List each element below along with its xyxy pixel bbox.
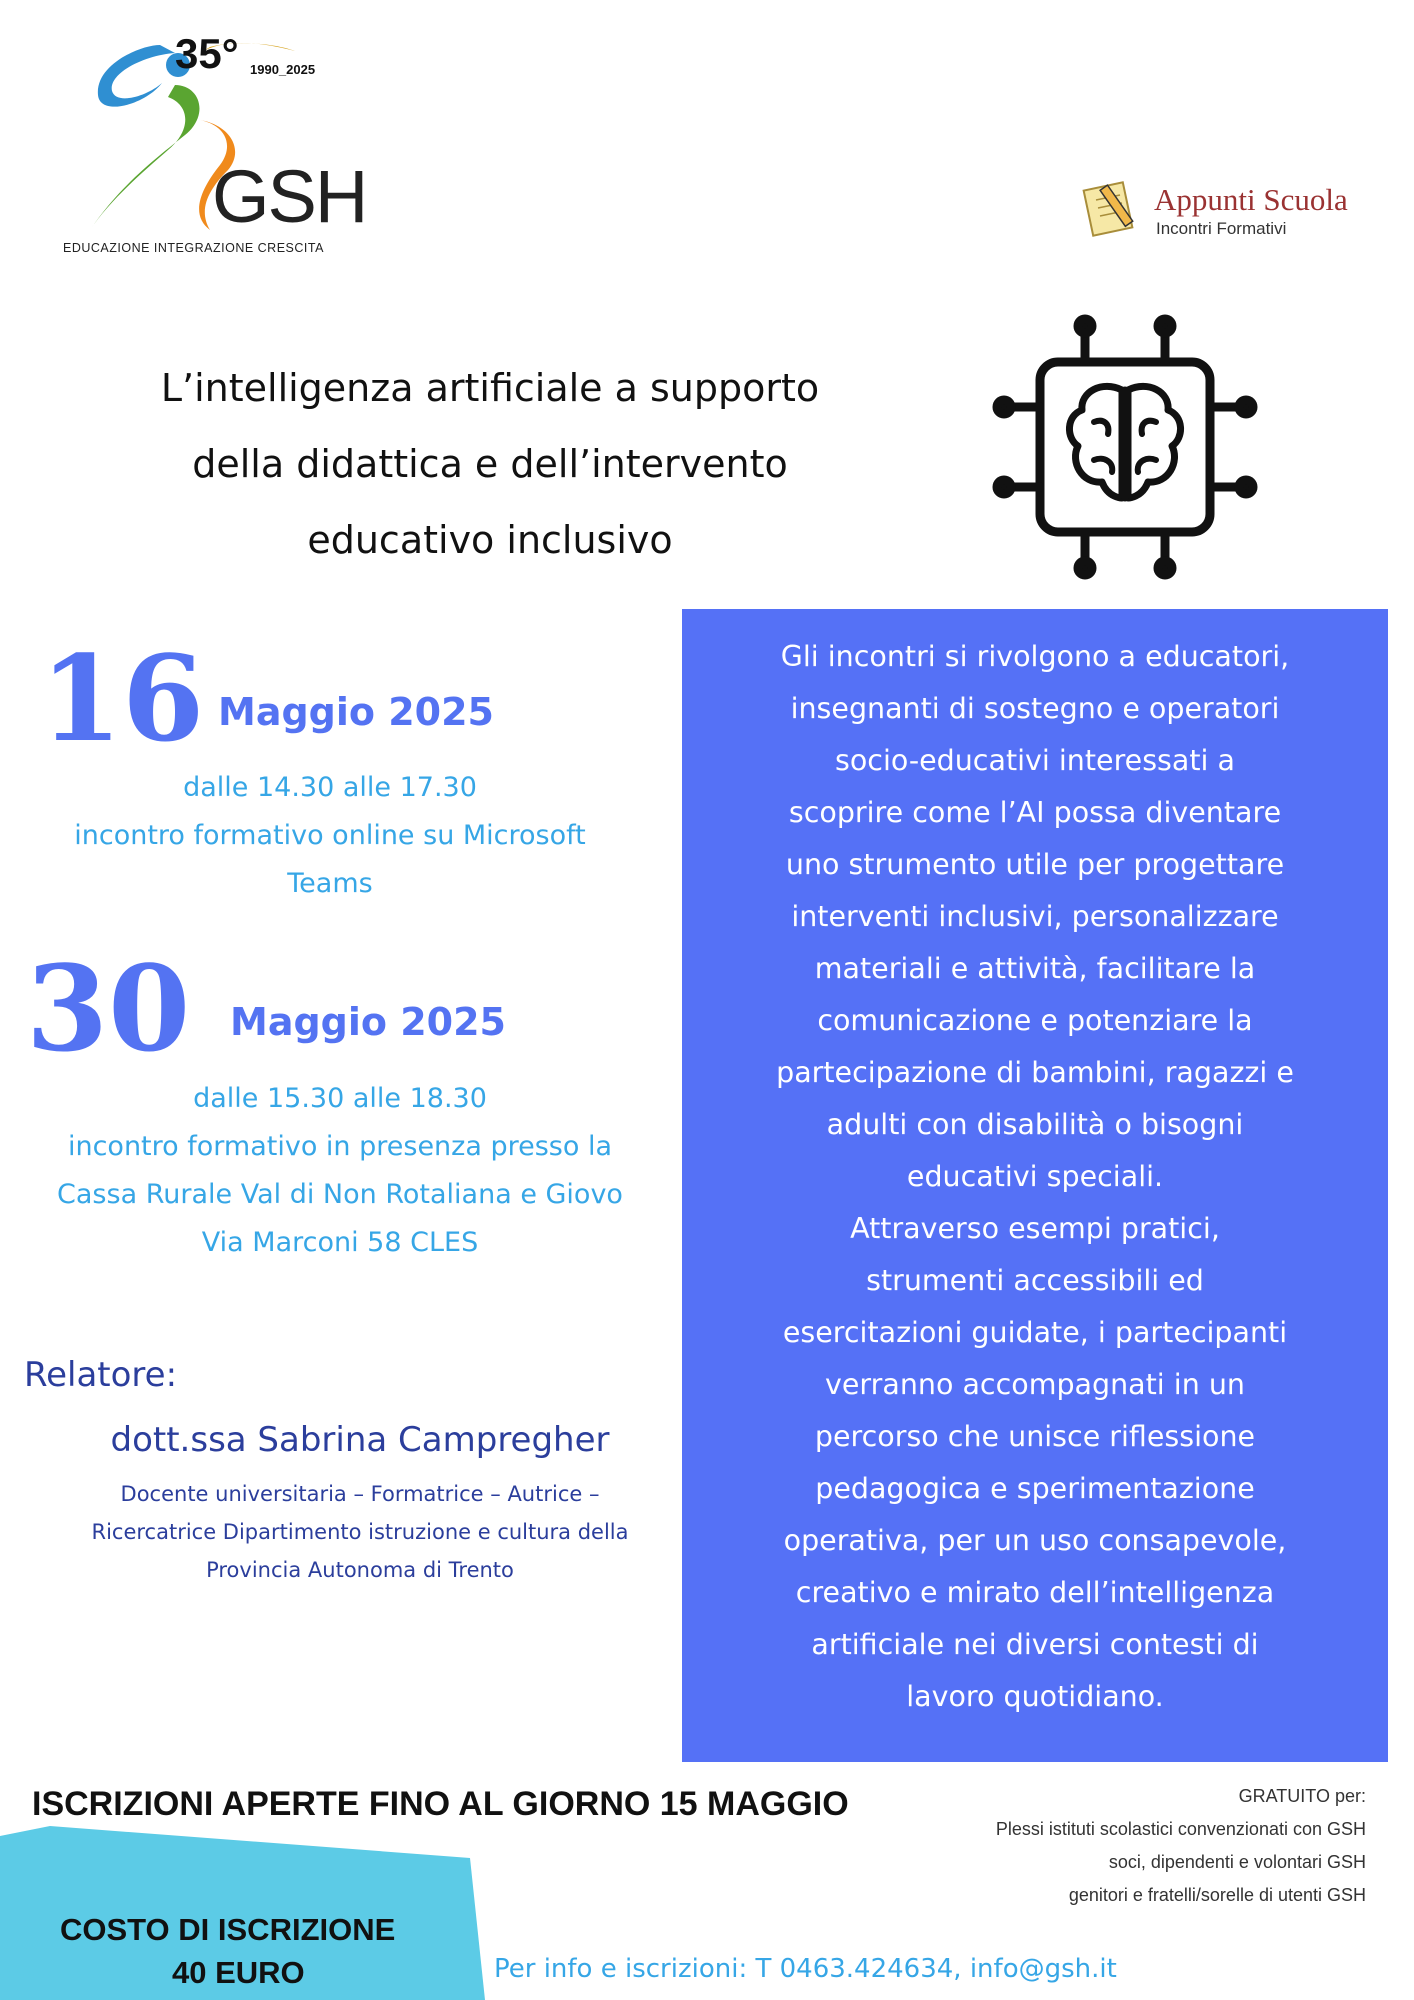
ai-chip-brain-icon: [990, 312, 1260, 582]
speaker-label: Relatore:: [24, 1355, 178, 1395]
registration-deadline: ISCRIZIONI APERTE FINO AL GIORNO 15 MAGGIO: [32, 1785, 849, 1823]
event-detail-line: incontro formativo online su Microsoft: [74, 820, 586, 851]
event-detail-line: Via Marconi 58 CLES: [201, 1227, 479, 1258]
logo-tagline: EDUCAZIONE INTEGRAZIONE CRESCITA: [63, 241, 324, 255]
description-line: educativi speciali.: [906, 1160, 1164, 1193]
description-line: operativa, per un uso consapevole,: [783, 1524, 1287, 1557]
description-line: comunicazione e potenziare la: [817, 1004, 1253, 1037]
description-line: percorso che unisce riflessione: [814, 1420, 1256, 1453]
description-line: uno strumento utile per progettare: [785, 848, 1285, 881]
partner-title: Appunti Scuola: [1154, 182, 1348, 217]
description-line: scoprire come l’AI possa diventare: [788, 796, 1282, 829]
event-info-2: [30, 1075, 650, 1267]
description-line: creativo e mirato dell’intelligenza: [795, 1576, 1275, 1609]
event-month-1: Maggio 2025: [218, 690, 494, 734]
cost-value: 40 EURO: [172, 1955, 305, 1990]
title-line: della didattica e dell’intervento: [192, 442, 788, 486]
anniversary-number: 35°: [175, 30, 239, 77]
description-line: esercitazioni guidate, i partecipanti: [782, 1316, 1288, 1349]
description-line: adulti con disabilità o bisogni: [826, 1108, 1244, 1141]
speaker-name: dott.ssa Sabrina Campregher: [110, 1420, 610, 1460]
event-time: dalle 15.30 alle 18.30: [193, 1083, 487, 1114]
cost-label: COSTO DI ISCRIZIONE: [60, 1912, 396, 1947]
description-line: verranno accompagnati in un: [825, 1368, 1245, 1401]
description-line: Attraverso esempi pratici,: [850, 1212, 1220, 1245]
speaker-role-line: Ricercatrice Dipartimento istruzione e cultura della: [91, 1520, 629, 1544]
free-line: genitori e fratelli/sorelle di utenti GSH: [1068, 1885, 1366, 1905]
title-line: educativo inclusivo: [307, 518, 673, 562]
description-line: strumenti accessibili ed: [866, 1264, 1204, 1297]
event-detail-line: Teams: [287, 868, 373, 899]
free-line: Plessi istituti scolastici convenzionati con GSH: [995, 1819, 1366, 1839]
title-line: L’intelligenza artificiale a supporto: [160, 366, 820, 410]
event-time: dalle 14.30 alle 17.30: [183, 772, 477, 803]
free-line: soci, dipendenti e volontari GSH: [1108, 1852, 1366, 1872]
speaker-role: [60, 1475, 660, 1589]
event-month-2: Maggio 2025: [230, 1000, 506, 1044]
description-line: pedagogica e sperimentazione: [815, 1472, 1255, 1505]
event-detail-line: Cassa Rurale Val di Non Rotaliana e Giovo: [57, 1179, 623, 1210]
anniversary-years: 1990_2025: [250, 62, 316, 77]
description-line: socio-educativi interessati a: [835, 744, 1235, 777]
description-box: [682, 609, 1388, 1762]
description-line: Gli incontri si rivolgono a educatori,: [780, 640, 1290, 673]
event-day-2: 30: [26, 939, 191, 1078]
free-line: GRATUITO per:: [1238, 1786, 1366, 1806]
description-line: materiali e attività, facilitare la: [814, 952, 1256, 985]
speaker-role-line: Docente universitaria – Formatrice – Autrice –: [120, 1482, 600, 1506]
event-info-1: [40, 764, 620, 908]
contact-info: Per info e iscrizioni: T 0463.424634, info@gsh.it: [494, 1954, 1117, 1984]
event-detail-line: incontro formativo in presenza presso la: [67, 1131, 613, 1162]
description-line: artificiale nei diversi contesti di: [811, 1628, 1259, 1661]
description-line: insegnanti di sostegno e operatori: [790, 692, 1280, 725]
event-title: [80, 350, 900, 578]
description-line: partecipazione di bambini, ragazzi e: [776, 1056, 1294, 1089]
partner-subtitle: Incontri Formativi: [1156, 219, 1287, 238]
logo-name: GSH: [212, 155, 367, 238]
notepad-pencil-icon: [1082, 176, 1146, 240]
description-line: interventi inclusivi, personalizzare: [791, 900, 1279, 933]
free-access-info: [930, 1780, 1366, 1912]
description-text: [702, 631, 1368, 1723]
speaker-role-line: Provincia Autonoma di Trento: [206, 1558, 514, 1582]
event-day-1: 16: [40, 629, 205, 768]
description-line: lavoro quotidiano.: [906, 1680, 1164, 1713]
